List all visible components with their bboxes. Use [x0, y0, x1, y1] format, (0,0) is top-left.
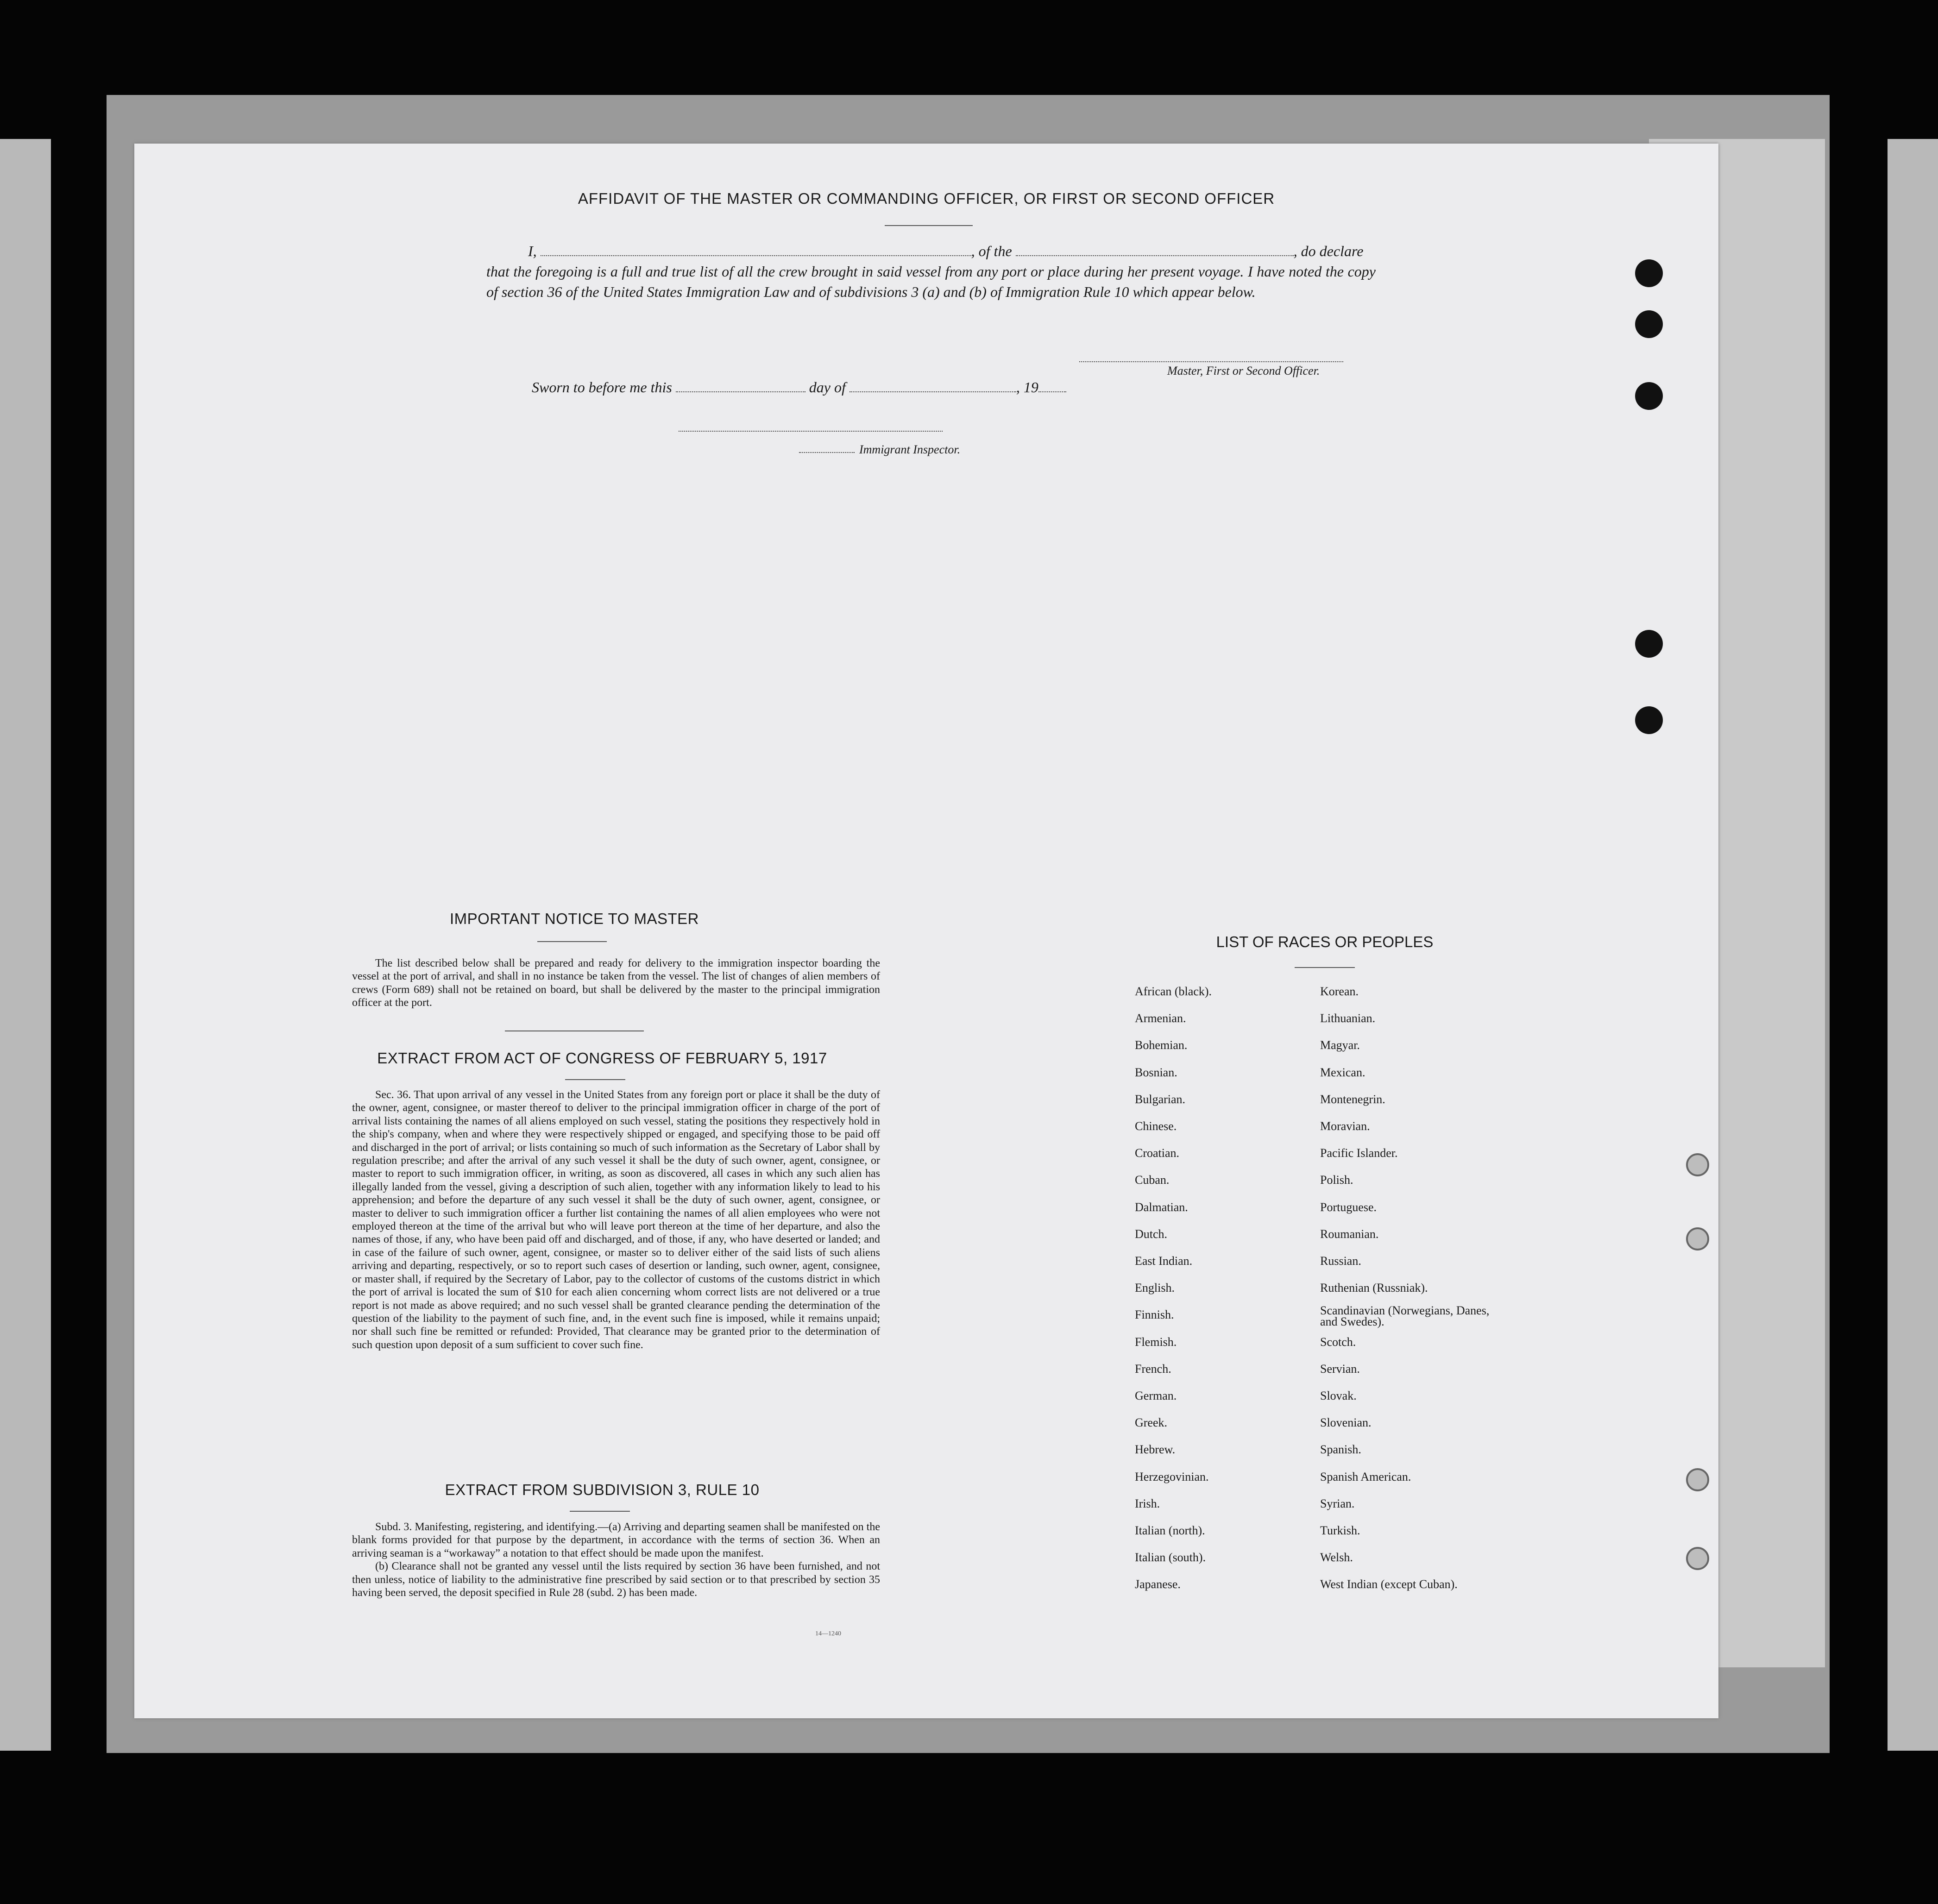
- master-signature-label: Master, First or Second Officer.: [1167, 364, 1320, 377]
- race-item: Pacific Islander.: [1320, 1146, 1398, 1160]
- punch-hole: [1686, 1153, 1709, 1176]
- punch-hole: [1635, 706, 1663, 734]
- race-item: Armenian.: [1135, 1012, 1186, 1025]
- act-extract-text: Sec. 36. That upon arrival of any vessel in the United States from any foreign port or place it shall be the duty of the owner, agent, consignee, or master thereof to deliver to the principal immigration officer in charge of the port of arrival lists containing the names of all aliens employed on such vessel, stating the positions they respectively hold in the ship's company, when and where they were respectively shipped or engaged, and specifying those to be paid off and discharged in the port of arrival; or lists containing so much of such information as the Secretary of Labor shall by regulation prescribe; and after the arrival of any such vessel it shall be the duty of such owner, agent, consignee, or master to report to such immigration officer, in writing, as soon as discovered, all cases in which any such alien has illegally landed from the vessel, giving a description of such alien, together with any information likely to lead to his apprehension; and before the departure of any such vessel it shall be the duty of such owner, agent, consignee, or master to deliver to such immigration officer a further list containing the names of all alien employees who were not employed thereon at the time of the arrival but who will leave port thereon at the time of her departure, and also the names of those, if any, who have been paid off and discharged, and of those, if any, who have deserted or landed; and in case of the failure of such owner, agent, consignee, or master so to deliver either of the said lists of such aliens arriving and departing, respectively, or so to report such cases of desertion or landing, such owner, agent, consignee, or master shall, if required by the Secretary of Labor, pay to the collector of customs of the customs district in which the port of arrival is located the sum of $10 for each alien concerning whom correct lists are not delivered or a true report is not made as above required; and no such vessel shall be granted clearance pending the determination of the question of the liability to the payment of such fine, and, in the event such fine is imposed, while it remains unpaid; nor shall such fine be remitted or refunded: Provided, That clearance may be granted prior to the determination of such question upon deposit of a sum sufficient to cover such fine.: [352, 1089, 880, 1351]
- sworn-month-prefix: day of: [809, 379, 846, 396]
- races-title-rule: [1295, 967, 1355, 968]
- race-item: Polish.: [1320, 1173, 1353, 1187]
- race-item: French.: [1135, 1362, 1171, 1376]
- race-item: Greek.: [1135, 1416, 1168, 1430]
- act-title-rule: [565, 1079, 625, 1080]
- affidavit-title: AFFIDAVIT OF THE MASTER OR COMMANDING OFFICER, OR FIRST OR SECOND OFFICER: [578, 190, 1275, 207]
- race-item: Magyar.: [1320, 1038, 1360, 1052]
- sworn-statement: [532, 379, 1066, 396]
- race-item: Finnish.: [1135, 1308, 1174, 1322]
- race-item: Spanish.: [1320, 1443, 1361, 1457]
- race-item: Flemish.: [1135, 1335, 1177, 1349]
- rule-title-rule: [570, 1511, 630, 1512]
- punch-hole: [1686, 1547, 1709, 1570]
- race-item: Bulgarian.: [1135, 1092, 1186, 1106]
- sworn-month-field[interactable]: [849, 381, 1016, 392]
- race-item: English.: [1135, 1281, 1175, 1295]
- race-item: Moravian.: [1320, 1119, 1370, 1133]
- notice-title-rule: [537, 941, 607, 942]
- race-item: Ruthenian (Russniak).: [1320, 1281, 1428, 1295]
- race-item: Italian (south).: [1135, 1551, 1206, 1565]
- sworn-year-prefix: , 19: [1016, 379, 1038, 396]
- sworn-day-field[interactable]: [676, 381, 805, 392]
- vessel-prefix: , of the: [971, 243, 1012, 259]
- race-item: Dalmatian.: [1135, 1200, 1188, 1214]
- race-item: Portuguese.: [1320, 1200, 1377, 1214]
- affidavit-text: [486, 241, 1376, 302]
- inspector-signature-label: Immigrant Inspector.: [859, 443, 961, 456]
- race-item: Turkish.: [1320, 1524, 1360, 1538]
- race-item: Scotch.: [1320, 1335, 1356, 1349]
- declarant-prefix: I,: [528, 243, 537, 259]
- punch-hole: [1635, 382, 1663, 410]
- race-item: Montenegrin.: [1320, 1092, 1385, 1106]
- race-item: Bosnian.: [1135, 1065, 1177, 1079]
- rule-extract-text: Subd. 3. Manifesting, registering, and identifying.—(a) Arriving and departing seamen shall be manifested on the blank forms provided for that purpose by the department, in accordance with the terms of section 36. When an arriving seaman is a “workaway” a notation to that effect should be made upon the manifest. (b) Clearance shall not be granted any vessel until the lists required by section 36 have been furnished, and not then unless, notice of liability to the administrative fine prescribed by said section or to that prescribed by section 35 having been served, the deposit specified in Rule 28 (subd. 2) has been made.: [352, 1521, 880, 1599]
- form-number: 14—1240: [815, 1630, 841, 1637]
- race-item: Slovenian.: [1320, 1416, 1372, 1430]
- rule-extract-title: EXTRACT FROM SUBDIVISION 3, RULE 10: [445, 1481, 760, 1498]
- race-item: Chinese.: [1135, 1119, 1177, 1133]
- race-item: Korean.: [1320, 985, 1359, 998]
- notice-text: The list described below shall be prepared and ready for delivery to the immigration inspector boarding the vessel at the port of arrival, and shall in no instance be taken from the vessel. The list of changes of alien members of crews (Form 689) shall not be retained on board, but shall be delivered by the master to the principal immigration officer at the port.: [352, 957, 880, 1009]
- race-item: East Indian.: [1135, 1254, 1193, 1268]
- race-item: Mexican.: [1320, 1065, 1365, 1079]
- punch-hole: [1635, 630, 1663, 658]
- race-item: Welsh.: [1320, 1551, 1353, 1565]
- vessel-name-field[interactable]: [1016, 245, 1294, 256]
- race-item: Bohemian.: [1135, 1038, 1188, 1052]
- sworn-year-field[interactable]: [1038, 381, 1066, 392]
- races-column-2: [1320, 978, 1496, 1598]
- sworn-prefix: Sworn to before me this: [532, 379, 672, 396]
- adjacent-page-left: [0, 139, 51, 1751]
- race-item: Italian (north).: [1135, 1524, 1205, 1538]
- race-item: Lithuanian.: [1320, 1012, 1376, 1025]
- race-item: Slovak.: [1320, 1389, 1357, 1403]
- punch-hole: [1635, 310, 1663, 338]
- punch-hole: [1686, 1227, 1709, 1250]
- master-signature-line[interactable]: [1079, 361, 1343, 362]
- race-item: Hebrew.: [1135, 1443, 1176, 1457]
- race-item: Cuban.: [1135, 1173, 1170, 1187]
- punch-hole: [1686, 1468, 1709, 1491]
- notice-title: IMPORTANT NOTICE TO MASTER: [449, 910, 699, 927]
- race-item: African (black).: [1135, 985, 1212, 998]
- race-item: Syrian.: [1320, 1496, 1355, 1510]
- race-item: Croatian.: [1135, 1146, 1180, 1160]
- affidavit-page: [134, 144, 1718, 1718]
- title-rule: [885, 225, 973, 226]
- punch-hole: [1635, 259, 1663, 287]
- race-item: Spanish American.: [1320, 1470, 1411, 1483]
- affidavit-statement: that the foregoing is a full and true list of all the crew brought in said vessel from any port or place during her present voyage. I have noted the copy of section 36 of the United States Immigration Law and of subdivisions 3 (a) and (b) of Immigration Rule 10 which appear below.: [486, 263, 1376, 300]
- race-item: West Indian (except Cuban).: [1320, 1577, 1458, 1591]
- declare-suffix: , do declare: [1293, 243, 1364, 259]
- race-item: German.: [1135, 1389, 1177, 1403]
- races-column-1: [1135, 978, 1212, 1598]
- race-item: Dutch.: [1135, 1227, 1168, 1241]
- race-item: Japanese.: [1135, 1577, 1181, 1591]
- adjacent-page-right: [1888, 139, 1938, 1751]
- act-extract-title: EXTRACT FROM ACT OF CONGRESS OF FEBRUARY 5, 1917: [377, 1049, 827, 1067]
- declarant-name-field[interactable]: [541, 245, 971, 256]
- race-item: Servian.: [1320, 1362, 1360, 1376]
- races-title: LIST OF RACES OR PEOPLES: [1216, 933, 1434, 950]
- race-item: Herzegovinian.: [1135, 1470, 1209, 1483]
- race-item: Roumanian.: [1320, 1227, 1379, 1241]
- race-item: Irish.: [1135, 1496, 1160, 1510]
- race-item: Scandinavian (Norwegians, Danes, and Swedes).: [1320, 1304, 1490, 1329]
- race-item: Russian.: [1320, 1254, 1361, 1268]
- inspector-signature-line-lower: [799, 452, 855, 453]
- inspector-signature-line[interactable]: [679, 431, 943, 432]
